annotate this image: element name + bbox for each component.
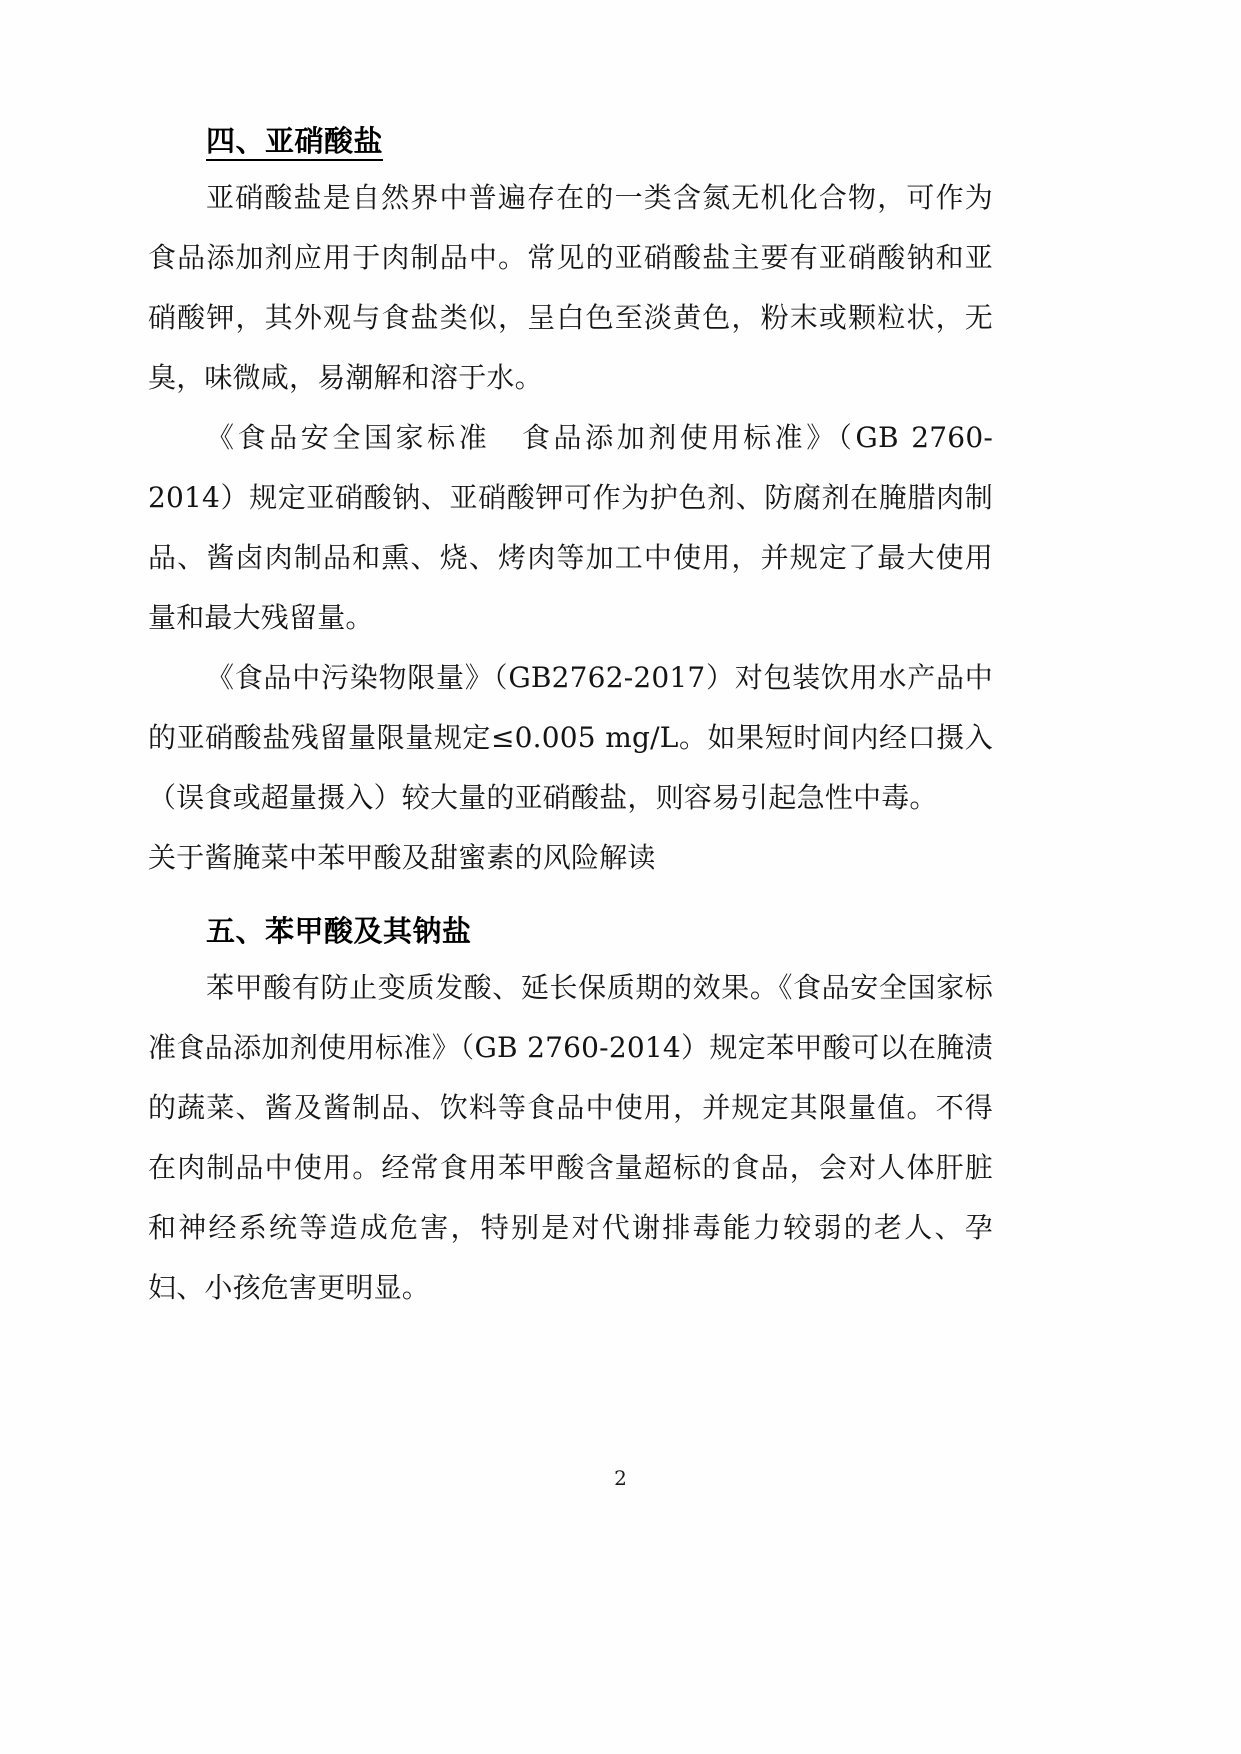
paragraph-pickles-risk-note: 关于酱腌菜中苯甲酸及甜蜜素的风险解读 bbox=[148, 841, 656, 875]
paragraph-benzoic-acid: 苯甲酸有防止变质发酸、延长保质期的效果。《食品安全国家标准食品添加剂使用标准》（GB 2760-2014）规定苯甲酸可以在腌渍的蔬菜、酱及酱制品、饮料等食品中使用，并规定其限量值。不得在肉制品中使用。经常食用苯甲酸含量超标的食品，会对人体肝脏和神经系统等造成危害，特别是对代谢排毒能力较弱的老人、孕妇、小孩危害更明显。 bbox=[148, 971, 993, 1305]
heading-section-four-text: 四、亚硝酸盐 bbox=[206, 124, 383, 161]
page-number: 2 bbox=[614, 1466, 627, 1490]
heading-section-five-text: 五、苯甲酸及其钠盐 bbox=[206, 914, 472, 949]
heading-section-four bbox=[148, 120, 993, 162]
vertical-spacer bbox=[148, 888, 993, 910]
document-text-column bbox=[148, 120, 993, 1318]
paragraph-gb2762-limit: 《食品中污染物限量》（GB2762-2017）对包装饮用水产品中的亚硝酸盐残留量限量规定≤0.005 mg/L。如果短时间内经口摄入（误食或超量摄入）较大量的亚硝酸盐，则容易引起急性中毒。 bbox=[148, 661, 993, 815]
paragraph-nitrite-definition: 亚硝酸盐是自然界中普遍存在的一类含氮无机化合物，可作为食品添加剂应用于肉制品中。常见的亚硝酸盐主要有亚硝酸钠和亚硝酸钾，其外观与食盐类似，呈白色至淡黄色，粉末或颗粒状，无臭，味微咸，易潮解和溶于水。 bbox=[148, 181, 993, 395]
paragraph-gb2760-standard: 《食品安全国家标准 食品添加剂使用标准》（GB 2760-2014）规定亚硝酸钠、亚硝酸钾可作为护色剂、防腐剂在腌腊肉制品、酱卤肉制品和熏、烧、烤肉等加工中使用，并规定了最大使用量和最大残留量。 bbox=[148, 421, 993, 635]
heading-section-five bbox=[148, 910, 993, 952]
